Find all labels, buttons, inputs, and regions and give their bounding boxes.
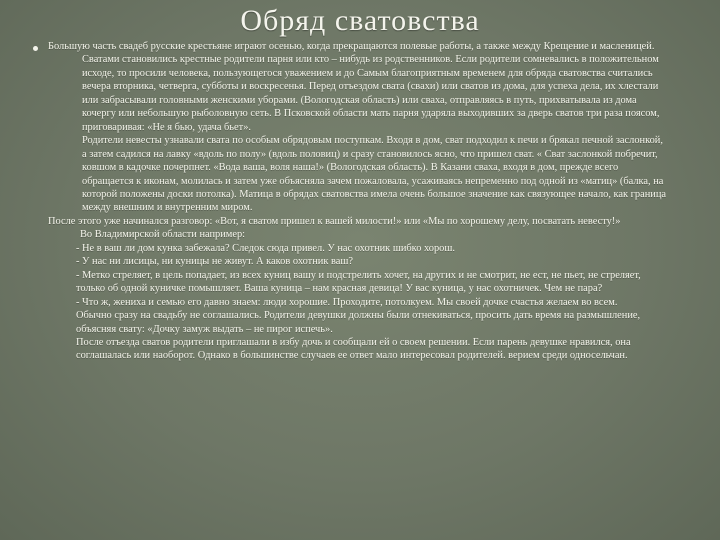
bullet-icon <box>33 46 38 51</box>
paragraph: Сватами становились крестные родители парня или кто – нибудь из родственников. Если родители сомневались в положительном исходе, то просили человека, пользующегося уважением и до Самым благоприятным временем для обряда сватовства считались вечера вторника, четверга, субботы и воскресенья. Перед отъездом свата (свахи) или сватов из дома, для успеха дела, их хлестали или забрасывали головными женскими уборами. (Вологодская область) или сваха, отправляясь в путь, прихватывала из дома кочергу или небольшую рыболовную сеть. В Псковской области мать парня ударяла выходивших за дверь сватов три раза поясом, приговаривая: «Не я бью, удача бьет». <box>82 54 660 133</box>
paragraph: Большую часть свадеб русские крестьяне играют осенью, когда прекращаются полевые работы, а также между Крещение и масленицей. <box>48 41 655 52</box>
paragraph: После отъезда сватов родители приглашали в избу дочь и сообщали ей о своем решении. Если парень девушке нравился, она соглашалась или наоборот. Однако в большинстве случаев ее ответ мало интересовал родителей. верием среди односельчан. <box>76 336 631 362</box>
paragraph: Обычно сразу на свадьбу не соглашались. Родители девушки должны были отнекиваться, просить дать время на размышление, объясняя свату: «Дочку замуж выдать – не пирог испечь». <box>76 310 641 335</box>
slide-title: Обряд сватовства <box>240 4 480 37</box>
dialogue-line: - Не в ваш ли дом кунка забежала? Следок сюда привел. У нас охотник шибко хорош. <box>76 242 455 254</box>
slide-body-text <box>48 40 670 363</box>
dialogue-line: - У нас ни лисицы, ни куницы не живут. А каков охотник ваш? <box>76 256 353 268</box>
dialogue-line: - Что ж, жениха и семью его давно знаем: люди хорошие. Проходите, потолкуем. Мы своей дочке счастья желаем во всем. <box>76 296 618 308</box>
paragraph: Во Владимирской области например: <box>80 229 246 241</box>
dialogue-line: - Метко стреляет, в цель попадает, из всех куниц вашу и подстрелить хочет, на других и не смотрит, не ест, не пьет, не стреляет, только об одной куничке помышляет. Ваша куница – нам красная девица! У вас куница, у нас охотничек. Чем не пара? <box>76 269 641 295</box>
paragraph: Родители невесты узнавали свата по особым обрядовым поступкам. Входя в дом, сват подходил к печи и брякал печной заслонкой, а затем садился на лавку «вдоль по полу» (вдоль половиц) и сразу становилось ясно, что пришел сват. « Сват заслонкой побречит, ковшом в кадочке почерпнет. «Вода ваша, воля наша!» (Вологодская область). В Казани сваха, входя в дом, прежде всего обращается к иконам, молилась и затем уже объясняла зачем пожаловала, усаживаясь непременно под одной из «матиц» (балка, на которой положены доски потолка). Матица в обрядах сватовства имела очень большое значение как связующее начало, как граница между внешним и внутренним миром. <box>82 135 667 214</box>
paragraph: После этого уже начинался разговор: «Вот, я сватом пришел к вашей милости!» или «Мы по хорошему делу, посватать невесту!» <box>48 215 621 227</box>
